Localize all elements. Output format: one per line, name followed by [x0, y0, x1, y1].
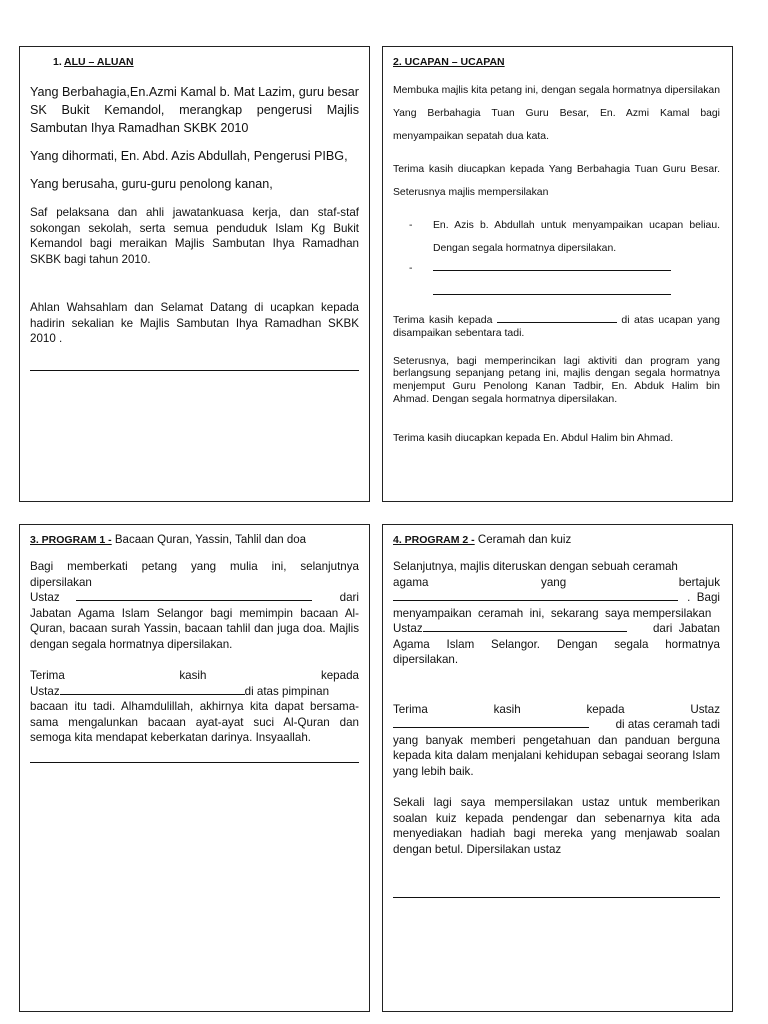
fill-in-blank: [393, 717, 589, 728]
paragraph-text: yang: [541, 575, 567, 589]
paragraph-text: kasih: [493, 702, 521, 716]
paragraph-text: Selanjutnya, majlis diteruskan dengan sebuah ceramah: [393, 560, 678, 573]
fill-in-blank: [497, 312, 617, 323]
paragraph-text: di atas pimpinan: [244, 684, 330, 698]
fill-in-blank: [393, 590, 678, 601]
bullet-dash: -: [409, 263, 413, 274]
paragraph-text: Ustaz: [30, 684, 60, 698]
divider-line: [393, 897, 720, 898]
paragraph-text: kepada: [586, 702, 625, 716]
fill-in-blank: [433, 284, 671, 295]
card-heading: [393, 533, 720, 547]
paragraph-text: Ustaz: [30, 591, 60, 604]
card-heading: [393, 55, 720, 69]
paragraph-text: dari Jabatan: [652, 622, 720, 635]
paragraph-text: agama: [393, 575, 429, 589]
card-program-2: [382, 524, 733, 1012]
paragraph-text: Ustaz: [690, 702, 720, 716]
list-item: [393, 214, 720, 260]
paragraph-text: menyampaikan ceramah ini, sekarang saya mempersilakan: [393, 606, 712, 620]
card-program-1: [19, 524, 370, 1012]
paragraph-text: Terima: [30, 669, 65, 682]
paragraph: Terima kasih diucapkan kepada Yang Berbahagia Tuan Guru Besar. Seterusnya majlis mempersilakan: [393, 164, 720, 198]
card-heading: [30, 55, 359, 69]
list-item-text: En. Azis b. Abdullah untuk menyampaikan ucapan beliau. Dengan segala hormatnya dipersilakan.: [433, 220, 720, 254]
paragraph: Yang dihormati, En. Abd. Azis Abdullah, Pengerusi PIBG,: [30, 149, 348, 163]
card-heading: [30, 533, 359, 547]
paragraph: Saf pelaksana dan ahli jawatankuasa kerja, dan staf-staf sokongan sekolah, serta semua penduduk Islam Kg Bukit Kemandol bagi meraikan Majlis Sambutan Ihya Ramadhan SKBK bagi tahun 2010.: [30, 206, 359, 266]
paragraph-text: kepada: [320, 669, 359, 682]
paragraph-text: Agama Islam Selangor. Dengan segala hormatnya dipersilakan.: [393, 637, 720, 666]
fill-in-blank: [423, 621, 627, 632]
paragraph-text: kasih: [179, 669, 207, 682]
paragraph-text: Jabatan Agama Islam Selangor bagi memimpin bacaan Al-Quran, bacaan surah Yassin, bacaan tahlil dan juga doa. Majlis dengan segala hormatnya dipersilakan.: [30, 606, 359, 651]
fill-in-blank: [433, 260, 671, 271]
fill-in-blank: [76, 590, 312, 601]
paragraph: [393, 559, 720, 668]
paragraph-text: di atas ucapan yang disampaikan sebentara tadi.: [393, 314, 721, 339]
paragraph-text: yang banyak memberi pengetahuan dan panduan berguna kepada kita dalam menjalani kehidupan sebagai seorang Islam yang lebih baik.: [393, 733, 720, 778]
paragraph-text: Terima: [393, 702, 428, 716]
paragraph: Ahlan Wahsahlam dan Selamat Datang di ucapkan kepada hadirin sekalian ke Majlis Sambutan Ihya Ramadhan SKBK 2010 .: [30, 301, 359, 345]
divider-line: [30, 370, 359, 371]
fill-in-blank: [60, 684, 245, 695]
heading-title: 4. PROGRAM 2 -: [393, 534, 475, 546]
heading-number: 1.: [53, 56, 62, 68]
heading-title: 3. PROGRAM 1 -: [30, 534, 112, 546]
heading-subtitle: Bacaan Quran, Yassin, Tahlil dan doa: [111, 534, 307, 546]
paragraph: Terima kasih diucapkan kepada En. Abdul Halim bin Ahmad.: [393, 431, 674, 444]
paragraph: [393, 312, 720, 340]
paragraph: [30, 559, 359, 652]
card-alu-aluan: [19, 46, 370, 502]
paragraph: Sekali lagi saya mempersilakan ustaz untuk memberikan soalan kuiz kepada pendengar dan sebenarnya kita ada menyediakan hadiah bagi mereka yang menjawab soalan dengan betul. Dipersilakan ustaz: [393, 796, 720, 856]
paragraph: [30, 668, 359, 746]
heading-subtitle: Ceramah dan kuiz: [474, 534, 572, 546]
paragraph: Yang berusaha, guru-guru penolong kanan,: [30, 177, 273, 191]
list-item-blank: [393, 260, 720, 300]
paragraph-text: Bagi memberkati petang yang mulia ini, selanjutnya dipersilakan: [30, 560, 359, 589]
heading-title: ALU – ALUAN: [64, 56, 134, 68]
heading-title: 2. UCAPAN – UCAPAN: [393, 56, 505, 68]
divider-line: [30, 762, 359, 763]
paragraph-text: Ustaz: [393, 622, 423, 635]
bullet-dash: -: [409, 220, 413, 231]
paragraph-text: di atas ceramah tadi: [615, 718, 720, 731]
paragraph: Yang Berbahagia,En.Azmi Kamal b. Mat Lazim, guru besar SK Bukit Kemandol, merangkap pengerusi Majlis Sambutan Ihya Ramadhan SKBK 2010: [30, 85, 359, 135]
card-ucapan: [382, 46, 733, 502]
paragraph-text: bacaan itu tadi. Alhamdulillah, akhirnya kita dapat bersama-sama mengalunkan bacaan ayat-ayat suci Al-Quran dan semoga kita mendapat keberkatan darinya. Insyaallah.: [30, 700, 359, 744]
paragraph-text: Terima kasih kepada: [393, 314, 497, 326]
paragraph-text: dari: [339, 591, 359, 604]
paragraph: Membuka majlis kita petang ini, dengan segala hormatnya dipersilakan Yang Berbahagia Tuan Guru Besar, En. Azmi Kamal bagi menyampaikan sepatah dua kata.: [393, 85, 720, 142]
paragraph: Seterusnya, bagi memperincikan lagi aktiviti dan program yang berlangsung sepanjang petang ini, majlis dengan segala hormatnya menjemput Guru Penolong Kanan Tadbir, En. Abduk Halim bin Ahmad. Dengan segala hormatnya dipersilakan.: [393, 354, 720, 405]
paragraph-text: bertajuk: [678, 575, 720, 589]
paragraph-text: . Bagi: [687, 591, 720, 604]
paragraph: [393, 702, 720, 780]
